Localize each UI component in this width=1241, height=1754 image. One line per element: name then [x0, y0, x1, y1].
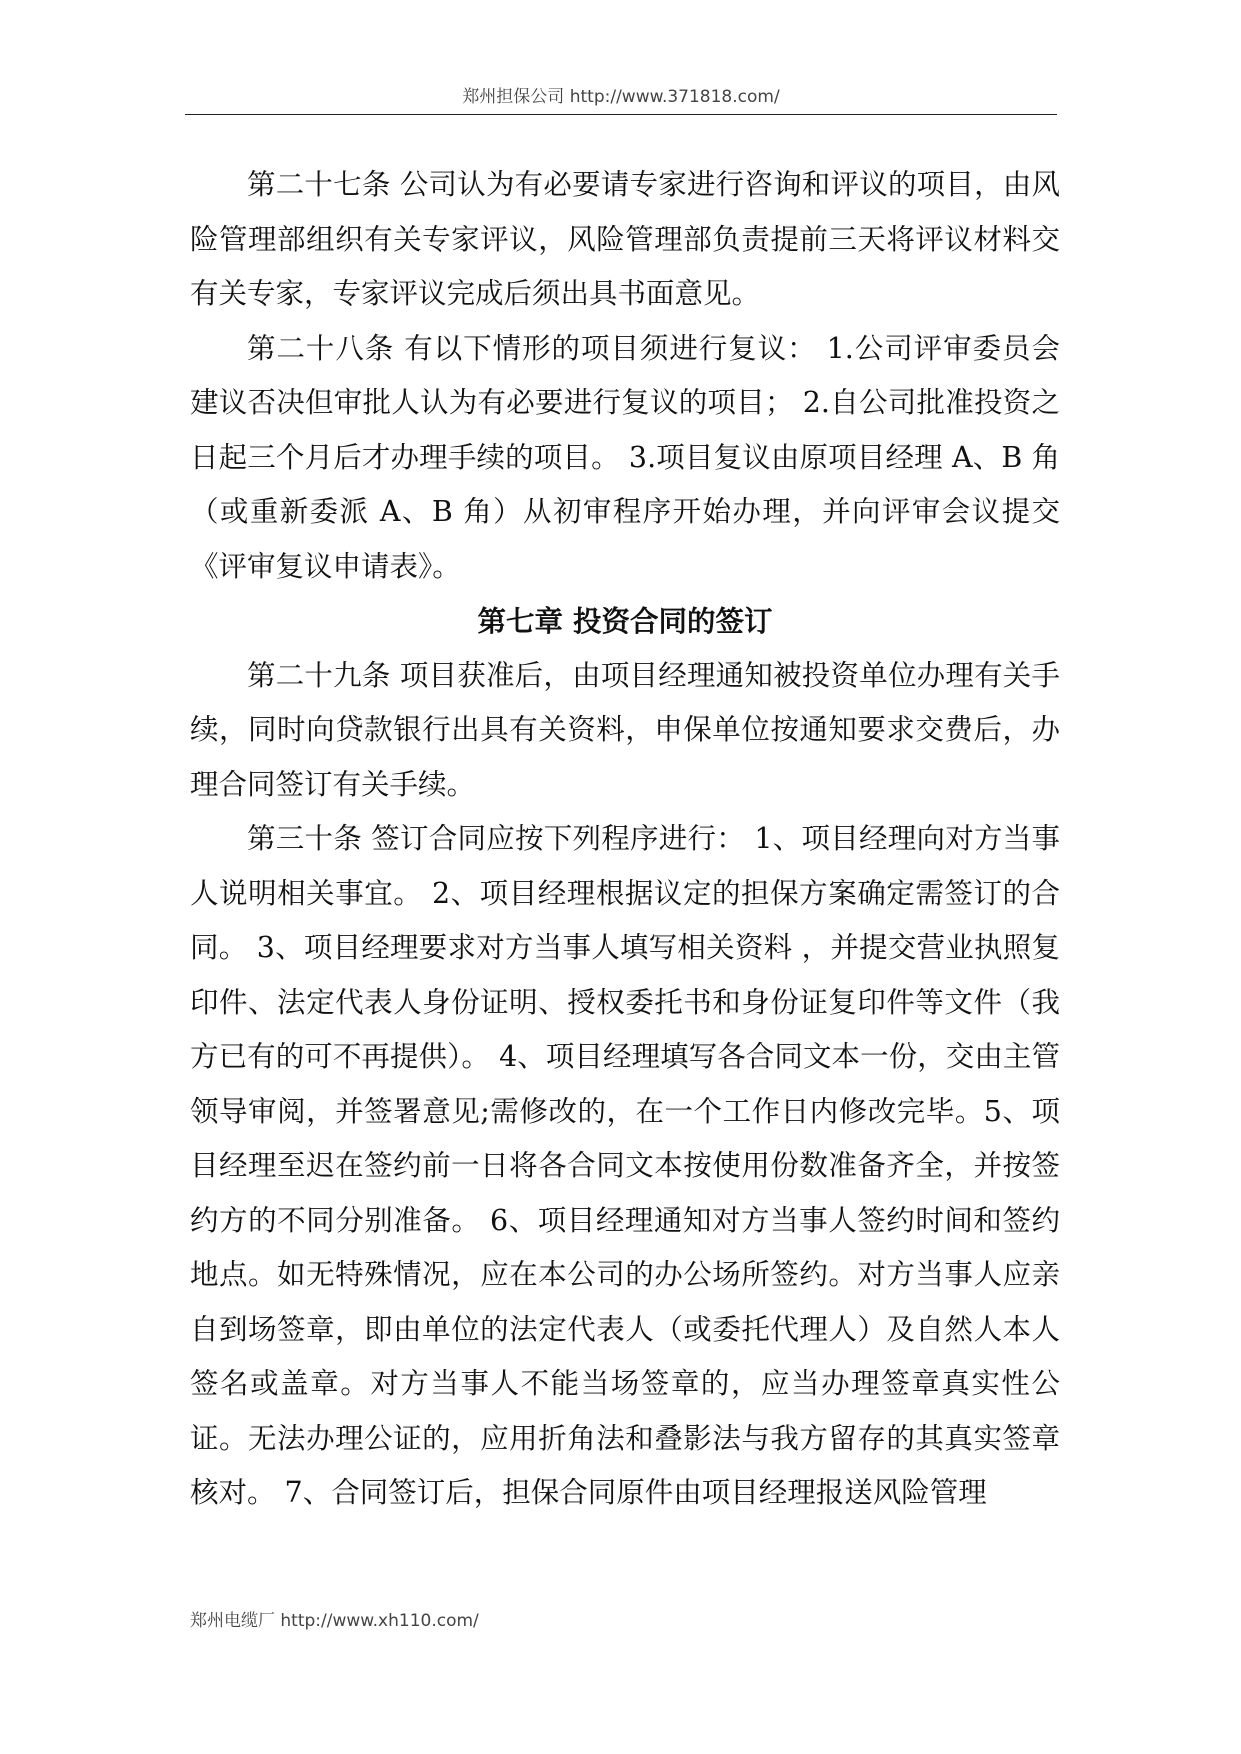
article-29-paragraph: 第二十九条 项目获准后，由项目经理通知被投资单位办理有关手续，同时向贷款银行出具有关资料，申保单位按通知要求交费后，办理合同签订有关手续。 [190, 658, 1060, 801]
article-28-paragraph: 第二十八条 有以下情形的项目须进行复议： 1.公司评审委员会建议否决但审批人认为有必要进行复议的项目； 2.自公司批准投资之日起三个月后才办理手续的项目。 3.项目复议由原项目经理 A、B 角（或重新委派 A、B 角）从初审程序开始办理，并向评审会议提交《评审复议申请表》。 [190, 331, 1060, 583]
page-footer: 郑州电缆厂 http://www.xh110.com/ [190, 1611, 479, 1631]
header-divider [185, 114, 1057, 115]
chapter-heading: 第七章 投资合同的签订 [477, 604, 773, 638]
page-header: 郑州担保公司 http://www.371818.com/ [462, 87, 780, 107]
document-body [190, 158, 1060, 1521]
article-27-paragraph: 第二十七条 公司认为有必要请专家进行咨询和评议的项目，由风险管理部组织有关专家评议，风险管理部负责提前三天将评议材料交有关专家，专家评议完成后须出具书面意见。 [190, 168, 1060, 310]
article-30-paragraph: 第三十条 签订合同应按下列程序进行： 1、项目经理向对方当事人说明相关事宜。 2、项目经理根据议定的担保方案确定需签订的合同。 3、项目经理要求对方当事人填写相关资料 ，并提交营业执照复印件、法定代表人身份证明、授权委托书和身份证复印件等文件（我方已有的可不再提供）。 4、项目经理填写各合同文本一份，交由主管领导审阅，并签署意见;需修改的，在一个工作日内修改完毕。5、项目经理至迟在签约前一日将各合同文本按使用份数准备齐全，并按签约方的不同分别准备。 6、项目经理通知对方当事人签约时间和签约地点。如无特殊情况，应在本公司的办公场所签约。对方当事人应亲自到场签章，即由单位的法定代表人（或委托代理人）及自然人本人签名或盖章。对方当事人不能当场签章的，应当办理签章真实性公证。无法办理公证的，应用折角法和叠影法与我方留存的其真实签章核对。 7、合同签订后，担保合同原件由项目经理报送风险管理 [190, 822, 1060, 1509]
